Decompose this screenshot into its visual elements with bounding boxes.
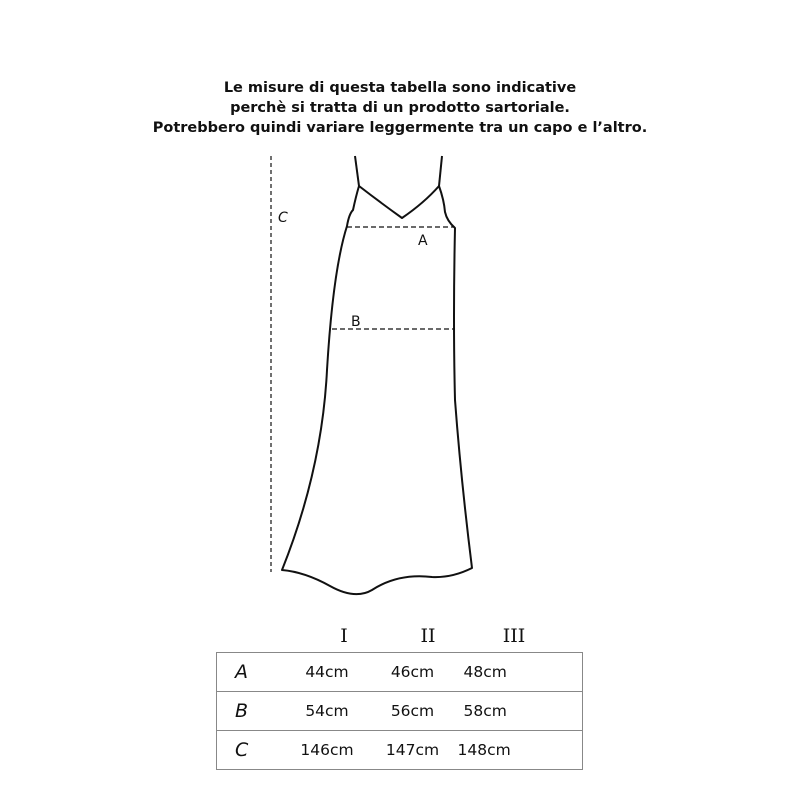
disclaimer-line-1: Le misure di questa tabella sono indicative <box>223 80 577 96</box>
label-c: C <box>278 210 288 226</box>
dress-outline <box>282 186 472 594</box>
table-row <box>217 731 583 770</box>
left-strap <box>355 156 359 186</box>
size-header-3: III <box>502 625 526 647</box>
disclaimer-line-2: perchè si tratta di un prodotto sartoriale. <box>230 100 570 116</box>
size-header-2: II <box>420 625 436 647</box>
table-cell: 56cm <box>370 692 456 731</box>
table-cell: 48cm <box>456 653 583 692</box>
size-header-1: I <box>340 625 348 647</box>
size-table <box>216 652 583 770</box>
right-strap <box>439 156 442 186</box>
table-cell: 44cm <box>285 653 370 692</box>
row-label: C <box>217 731 285 770</box>
table-cell: 58cm <box>456 692 583 731</box>
table-row <box>217 692 583 731</box>
size-headers <box>0 624 800 648</box>
table-row <box>217 653 583 692</box>
row-label: B <box>217 692 285 731</box>
table-cell: 46cm <box>370 653 456 692</box>
row-label: A <box>217 653 285 692</box>
table-cell: 54cm <box>285 692 370 731</box>
label-b: B <box>351 314 361 330</box>
label-a: A <box>418 233 428 249</box>
disclaimer-line-3: Potrebbero quindi variare leggermente tra un capo e l’altro. <box>152 120 648 136</box>
table-cell: 146cm <box>285 731 370 770</box>
table-cell: 147cm <box>370 731 456 770</box>
table-cell: 148cm <box>456 731 583 770</box>
